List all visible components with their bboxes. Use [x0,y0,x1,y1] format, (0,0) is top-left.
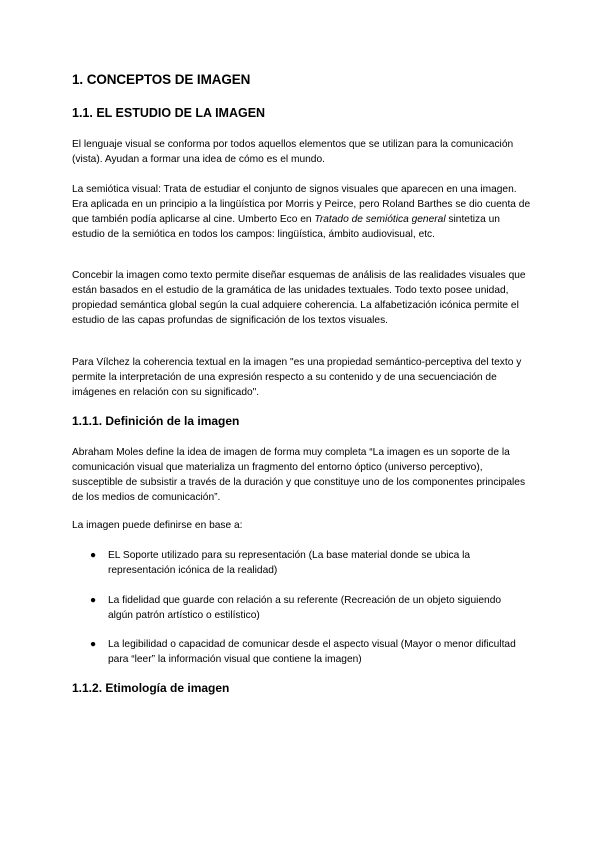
subsection-heading-etymology: 1.1.2. Etimología de imagen [72,681,230,695]
list-item-text: La fidelidad que guarde con relación a su referente (Recreación de un objeto siguiendo algún patrón artístico o estilístico) [108,595,502,622]
section-heading-1: 1. CONCEPTOS DE IMAGEN [72,72,251,87]
paragraph-semiotics-text-b: sintetiza un estudio de la semiótica en todos los campos: lingüística, ámbito audiovisual, etc. [72,214,500,241]
subsection-heading-definition: 1.1.1. Definición de la imagen [72,414,240,428]
paragraph-vilchez: Para Vílchez la coherencia textual en la imagen "es una propiedad semántico-perceptiva del texto y permite la interpretación de una expresión respecto a su contenido y de una secuenciación de imágenes en relación con su significado". [72,357,522,399]
bullet-icon: ● [90,595,97,606]
bullet-icon: ● [90,550,97,561]
paragraph-semiotics [72,182,532,242]
paragraph-visual-language: El lenguaje visual se conforma por todos aquellos elementos que se utilizan para la comunicación (vista). Ayudan a formar una idea de cómo es el mundo. [72,139,514,166]
section-heading-1-1: 1.1. EL ESTUDIO DE LA IMAGEN [72,106,266,120]
list-item-text: La legibilidad o capacidad de comunicar desde el aspecto visual (Mayor o menor dificultad para “leer” la información visual que contiene la imagen) [108,639,516,666]
paragraph-define-intro: La imagen puede definirse en base a: [72,520,243,531]
paragraph-image-as-text: Concebir la imagen como texto permite diseñar esquemas de análisis de las realidades visuales que están basados en el estudio de la gramática de las unidades textuales. Todo texto posee unidad, propiedad semántica global según la cual adquiere coherencia. La alfabetización icónica permite el estudio de las capas profundas de significación de los textos visuales. [72,270,526,327]
book-title: Tratado de semiótica general [314,214,446,226]
list-item-text: EL Soporte utilizado para su representación (La base material donde se ubica la representación icónica de la realidad) [108,550,471,577]
bullet-icon: ● [90,639,97,650]
paragraph-moles: Abraham Moles define la idea de imagen de forma muy completa “La imagen es un soporte de la comunicación visual que materializa un fragmento del entorno óptico (universo perceptivo), susceptible de subsistir a través de la duración y que constituye uno de los componentes principales de los medios de comunicación”. [72,447,526,504]
paragraph-semiotics-text-a: La semiótica visual: Trata de estudiar el conjunto de signos visuales que aparecen en una imagen. Era aplicada en un principio a la lingüística por Morris y Peirce, pero Roland Barthes se dio cuenta de que también podía aplicarse al cine. Umberto Eco en [72,184,531,226]
